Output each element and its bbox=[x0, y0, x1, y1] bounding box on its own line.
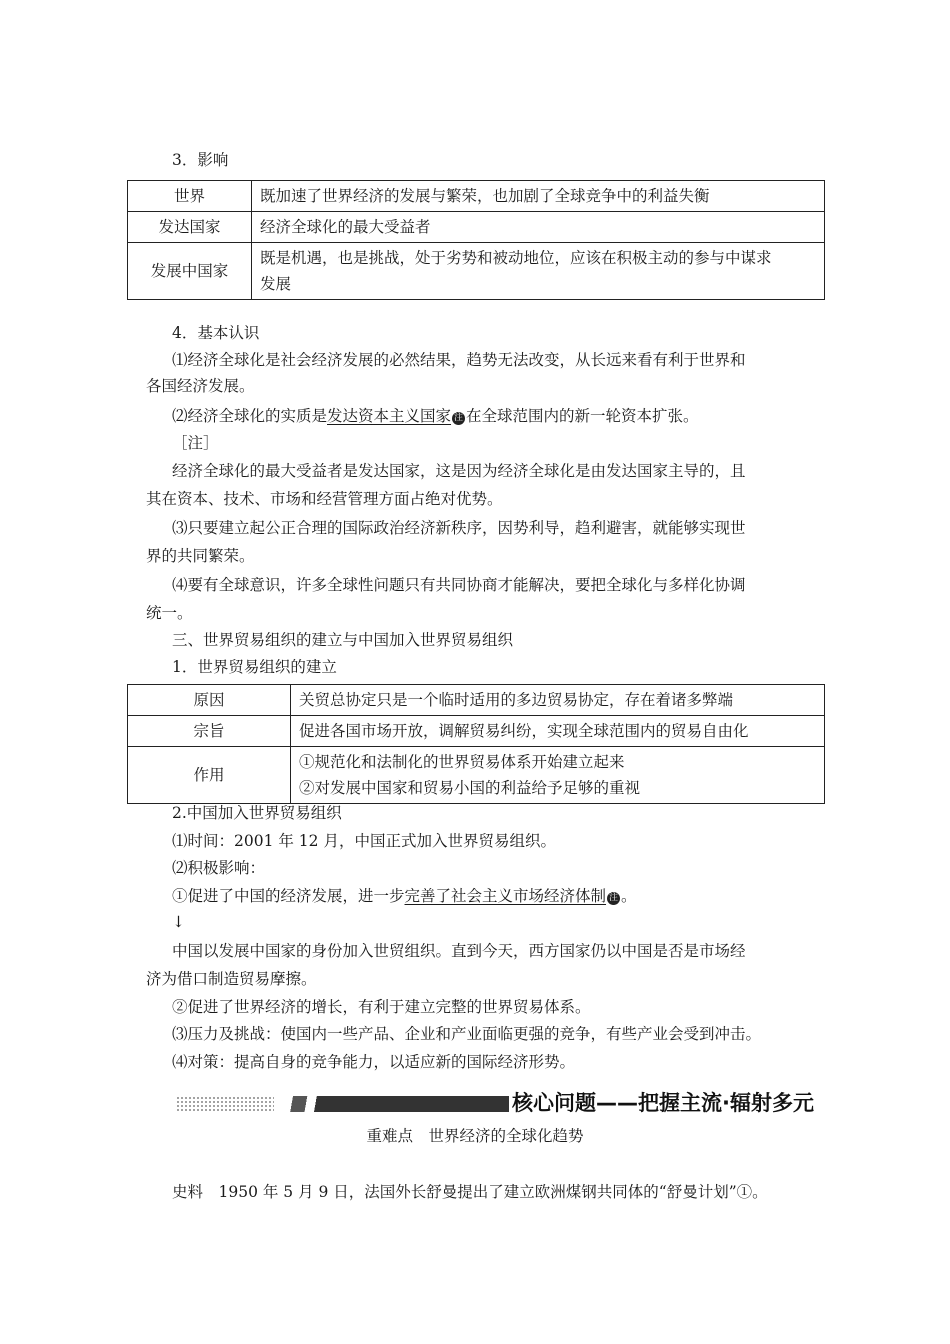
banner-title: 核心问题——把握主流·辐射多元 bbox=[512, 1091, 814, 1115]
paragraph-line: ⑷要有全球意识，许多全球性问题只有共同协商才能解决，要把全球化与多样化协调 bbox=[172, 576, 746, 594]
paragraph-line bbox=[172, 404, 852, 428]
paragraph-line: 界的共同繁荣。 bbox=[146, 547, 255, 565]
table-cell-value: 促进各国市场开放，调解贸易纠纷，实现全球范围内的贸易自由化 bbox=[291, 716, 825, 747]
subsection-heading: 2.中国加入世界贸易组织 bbox=[172, 804, 342, 822]
cell-line: 发展 bbox=[260, 275, 292, 293]
impact-table bbox=[127, 180, 825, 300]
paragraph-line: ⑴时间：2001 年 12 月，中国正式加入世界贸易组织。 bbox=[172, 832, 556, 850]
table-cell-value: 既加速了世界经济的发展与繁荣，也加剧了全球竞争中的利益失衡 bbox=[252, 181, 825, 212]
text-span: ⑵经济全球化的实质是 bbox=[172, 407, 328, 425]
paragraph-line: 各国经济发展。 bbox=[146, 377, 255, 395]
paragraph-line: 中国以发展中国家的身份加入世贸组织。直到今天，西方国家仍以中国是否是市场经 bbox=[172, 942, 746, 960]
table-cell-key: 宗旨 bbox=[128, 716, 291, 747]
paragraph-line: ②促进了世界经济的增长，有利于建立完整的世界贸易体系。 bbox=[172, 998, 591, 1016]
table-row bbox=[128, 181, 825, 212]
table-cell-value: 经济全球化的最大受益者 bbox=[252, 212, 825, 243]
table-cell-key: 发达国家 bbox=[128, 212, 252, 243]
cell-line: ①规范化和法制化的世界贸易体系开始建立起来 bbox=[299, 753, 625, 771]
text-span: ①促进了中国的经济发展，进一步 bbox=[172, 887, 405, 905]
paragraph-line: 经济全球化的最大受益者是发达国家，这是因为经济全球化是由发达国家主导的，且 bbox=[172, 462, 746, 480]
section-banner bbox=[176, 1089, 814, 1119]
paragraph-line: ⑵积极影响： bbox=[172, 859, 266, 877]
table-row bbox=[128, 747, 825, 804]
table-cell-key: 作用 bbox=[128, 747, 291, 804]
paragraph-line: ⑶压力及挑战：使国内一些产品、企业和产业面临更强的竞争，有些产业会受到冲击。 bbox=[172, 1025, 762, 1043]
cell-line: ②对发展中国家和贸易小国的利益给予足够的重视 bbox=[299, 779, 641, 797]
paragraph-line: 统一。 bbox=[146, 604, 193, 622]
section-heading-basic: 4．基本认识 bbox=[172, 324, 260, 342]
dotted-pattern-icon bbox=[176, 1096, 276, 1112]
paragraph-line: 其在资本、技术、市场和经营管理方面占绝对优势。 bbox=[146, 490, 503, 508]
section-heading-wto: 三、世界贸易组织的建立与中国加入世界贸易组织 bbox=[172, 631, 514, 649]
subsection-heading: 1．世界贸易组织的建立 bbox=[172, 658, 337, 676]
source-paragraph: 史料 1950 年 5 月 9 日，法国外长舒曼提出了建立欧洲煤钢共同体的“舒曼计划”①。 bbox=[172, 1183, 768, 1201]
table-row bbox=[128, 685, 825, 716]
wto-table bbox=[127, 684, 825, 804]
note-marker-icon[interactable]: 注 bbox=[609, 893, 619, 903]
paragraph-line: ⑶只要建立起公正合理的国际政治经济新秩序，因势利导，趋利避害，就能够实现世 bbox=[172, 519, 746, 537]
note-marker-icon[interactable]: 注 bbox=[454, 413, 464, 423]
table-cell-key: 原因 bbox=[128, 685, 291, 716]
underlined-term: 发达资本主义国家 bbox=[327, 407, 452, 425]
section-heading-impact: 3．影响 bbox=[172, 151, 229, 169]
table-cell-key: 发展中国家 bbox=[128, 243, 252, 300]
banner-bar-icon bbox=[274, 1096, 509, 1112]
table-cell-value bbox=[252, 243, 825, 300]
table-cell-value: 关贸总协定只是一个临时适用的多边贸易协定，存在着诸多弊端 bbox=[291, 685, 825, 716]
table-row bbox=[128, 243, 825, 300]
text-span: 。 bbox=[621, 887, 637, 905]
down-arrow-icon: ↓ bbox=[172, 913, 185, 931]
table-row bbox=[128, 716, 825, 747]
table-cell-value bbox=[291, 747, 825, 804]
note-label: ［注］ bbox=[172, 434, 219, 452]
text-span: 在全球范围内的新一轮资本扩张。 bbox=[466, 407, 699, 425]
underlined-term: 完善了社会主义市场经济体制 bbox=[404, 887, 607, 905]
paragraph-line: ⑷对策：提高自身的竞争能力，以适应新的国际经济形势。 bbox=[172, 1053, 576, 1071]
key-point-heading: 重难点 世界经济的全球化趋势 bbox=[366, 1127, 584, 1145]
paragraph-line: 济为借口制造贸易摩擦。 bbox=[146, 970, 317, 988]
cell-line: 既是机遇，也是挑战，处于劣势和被动地位，应该在积极主动的参与中谋求 bbox=[260, 249, 772, 267]
table-row bbox=[128, 212, 825, 243]
table-cell-key: 世界 bbox=[128, 181, 252, 212]
paragraph-line: ⑴经济全球化是社会经济发展的必然结果，趋势无法改变，从长远来看有利于世界和 bbox=[172, 351, 746, 369]
paragraph-line bbox=[172, 884, 852, 908]
